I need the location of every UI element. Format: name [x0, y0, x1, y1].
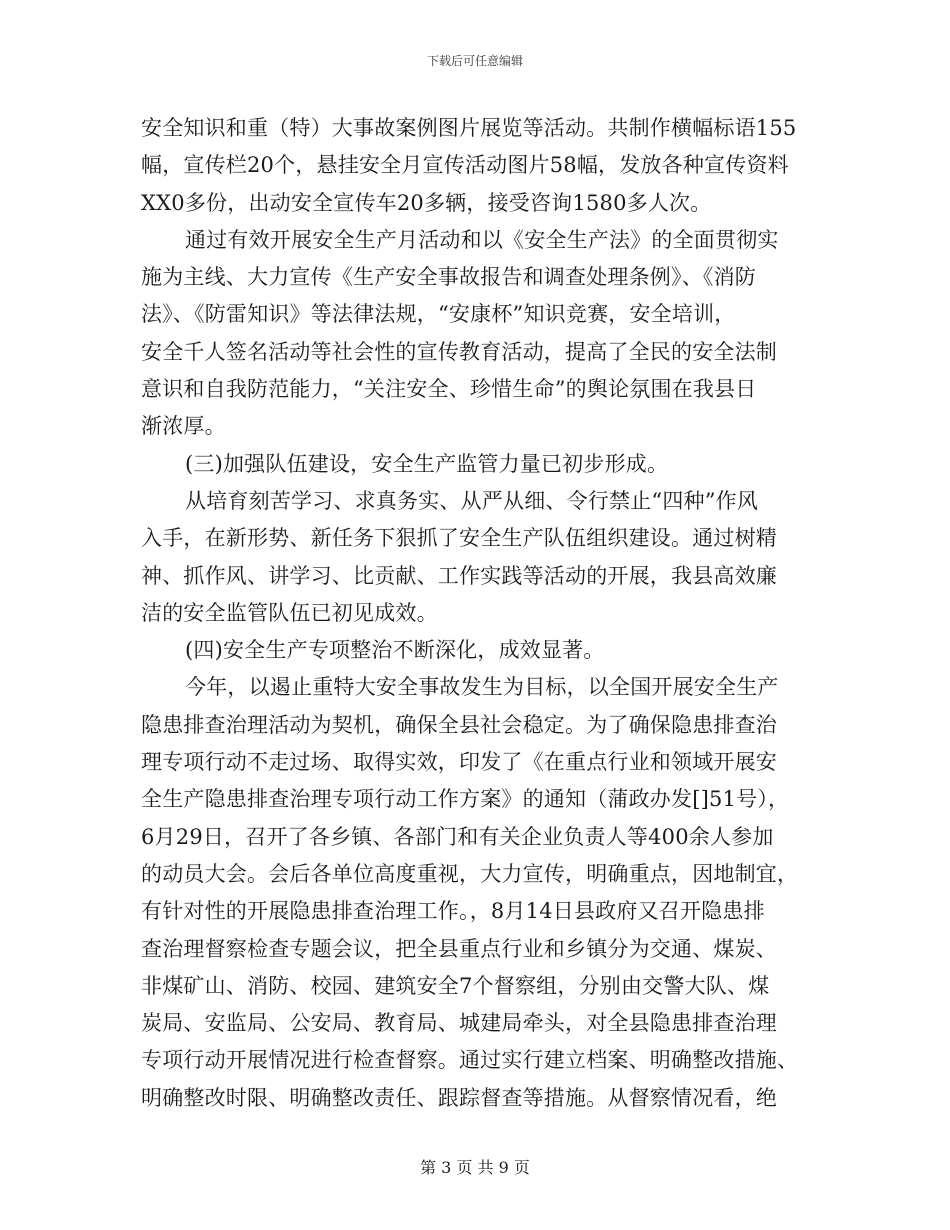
text-line: 非煤矿山、消防、校园、建筑安全7个督察组，分别由交警大队、煤: [141, 973, 770, 998]
text-line: 理专项行动不走过场、取得实效，印发了《在重点行业和领域开展安: [141, 750, 777, 775]
text-line: 炭局、安监局、公安局、教育局、城建局牵头，对全县隐患排查治理: [141, 1011, 777, 1036]
text-line: (四)安全生产专项整治不断深化，成效显著。: [185, 638, 605, 663]
text-line: 有针对性的开展隐患排查治理工作。，8月14日县政府又召开隐患排: [141, 899, 765, 924]
text-line: 洁的安全监管队伍已初见成效。: [141, 600, 438, 625]
text-line: 全生产隐患排查治理专项行动工作方案》的通知（蒲政办发[]51号），: [141, 787, 790, 812]
text-line: 查治理督察检查专题会议，把全县重点行业和乡镇分为交通、煤炭、: [141, 936, 777, 961]
text-line: 从培育刻苦学习、求真务实、从严从细、令行禁止“四种”作风: [185, 488, 759, 513]
text-line: 法》、《防雷知识》等法律法规，“安康杯”知识竞赛，安全培训，: [141, 302, 736, 327]
text-line: 专项行动开展情况进行检查督察。通过实行建立档案、明确整改措施、: [141, 1048, 799, 1073]
text-line: 6月29日，召开了各乡镇、各部门和有关企业负责人等400余人参加: [141, 824, 774, 849]
text-line: 隐患排查治理活动为契机，确保全县社会稳定。为了确保隐患排查治: [141, 712, 777, 737]
document-body: [141, 110, 801, 1117]
text-line: 的动员大会。会后各单位高度重视，大力宣传，明确重点，因地制宜，: [141, 861, 799, 886]
text-line: 通过有效开展安全生产月活动和以《安全生产法》的全面贯彻实: [185, 227, 779, 252]
text-line: 今年，以遏止重特大安全事故发生为目标，以全国开展安全生产: [185, 675, 779, 700]
text-line: 安全知识和重（特）大事故案例图片展览等活动。共制作横幅标语155: [141, 116, 797, 140]
text-line: 明确整改时限、明确整改责任、跟踪督查等措施。从督察情况看，绝: [141, 1085, 777, 1110]
text-line: 神、抓作风、讲学习、比贡献、工作实践等活动的开展，我县高效廉: [141, 563, 777, 588]
text-line: 幅，宣传栏20个，悬挂安全月宣传活动图片58幅，发放各种宣传资料: [141, 153, 789, 178]
text-line: 安全千人签名活动等社会性的宣传教育活动，提高了全民的安全法制: [141, 339, 777, 364]
header-note: 下载后可任意编辑: [426, 54, 523, 68]
text-line: 施为主线、大力宣传《生产安全事故报告和调查处理条例》、《消防: [141, 265, 756, 290]
text-line: 意识和自我防范能力，“关注安全、珍惜生命”的舆论氛围在我县日: [141, 377, 757, 402]
text-line: XX0多份，出动安全宣传车20多辆，接受咨询1580多人次。: [141, 190, 712, 215]
page-footer: 第 3 页 共 9 页: [420, 1158, 530, 1177]
text-line: 渐浓厚。: [141, 414, 226, 439]
text-line: 入手，在新形势、新任务下狠抓了安全生产队伍组织建设。通过树精: [141, 526, 777, 551]
text-line: (三)加强队伍建设，安全生产监管力量已初步形成。: [185, 451, 669, 476]
